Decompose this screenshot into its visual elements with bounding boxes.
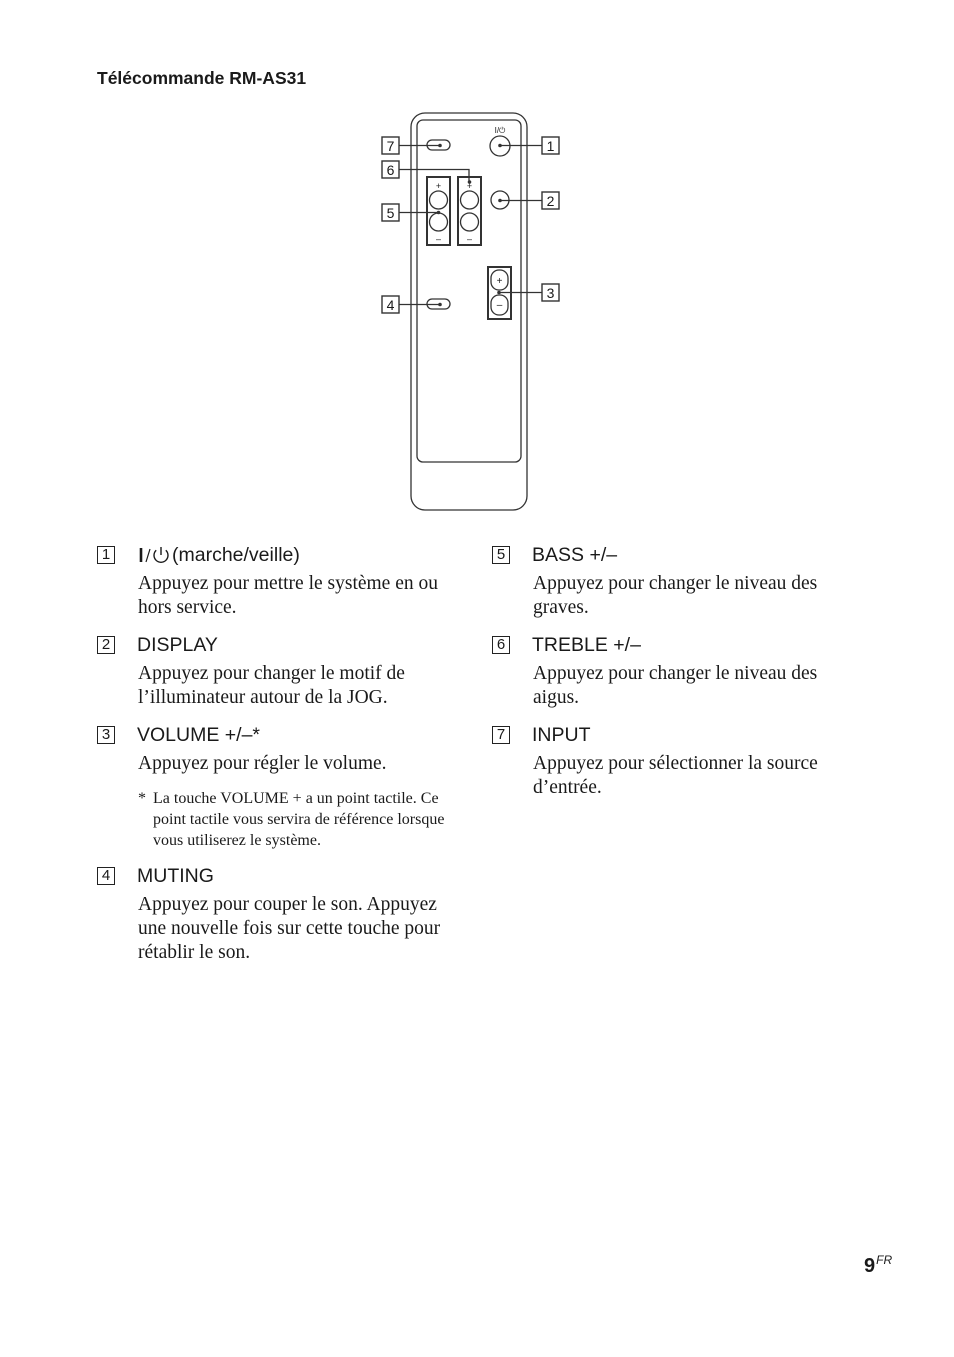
treble-plus-label: +: [466, 181, 473, 191]
item-description: Appuyez pour sélectionner la source d’entrée.: [533, 753, 818, 798]
item-description: Appuyez pour changer le niveau des graves.: [533, 573, 818, 618]
callout-label-1: 1: [546, 138, 555, 154]
item-bass: [492, 540, 862, 620]
callout-label-2: 2: [546, 193, 555, 209]
item-treble: [492, 630, 862, 710]
item-input: [492, 720, 862, 800]
treble-minus-label: –: [466, 234, 473, 244]
item-number-box: 7: [492, 726, 510, 744]
item-volume: [97, 720, 467, 851]
item-title: INPUT: [532, 723, 591, 746]
item-title: TREBLE +/–: [532, 633, 641, 656]
footnote-text: La touche VOLUME + a un point tactile. Ce point tactile vous servira de référence lorsque vous utiliserez le système.: [153, 790, 445, 849]
item-title: (marche/veille): [172, 543, 300, 566]
callout-label-4: 4: [386, 297, 395, 313]
bass-minus-label: –: [435, 234, 442, 244]
item-description: Appuyez pour changer le motif de l’illuminateur autour de la JOG.: [138, 663, 405, 708]
item-title: DISPLAY: [137, 633, 218, 656]
volume-plus-label: +: [496, 276, 503, 287]
power-symbol-label: I/⏻: [494, 126, 506, 135]
page-language: FR: [876, 1253, 893, 1267]
power-standby-icon: [137, 545, 171, 565]
item-description: Appuyez pour mettre le système en ou hors service.: [138, 573, 438, 618]
item-number-box: 2: [97, 636, 115, 654]
item-title: VOLUME +/–*: [137, 723, 261, 746]
items-column-left: [97, 540, 467, 975]
item-footnote: [138, 788, 467, 851]
page-number-value: 9: [864, 1255, 876, 1277]
item-title: MUTING: [137, 864, 214, 887]
item-display: [97, 630, 467, 710]
item-number-box: 1: [97, 546, 115, 564]
bass-plus-label: +: [435, 181, 442, 191]
section-title: Télécommande RM-AS31: [97, 68, 307, 88]
page-number: [864, 1253, 892, 1278]
callout-label-7: 7: [386, 138, 395, 154]
item-title: BASS +/–: [532, 543, 618, 566]
item-power: [97, 540, 467, 620]
item-description: Appuyez pour changer le niveau des aigus.: [533, 663, 818, 708]
volume-minus-label: –: [496, 300, 503, 311]
callout-label-3: 3: [546, 285, 555, 301]
item-description: Appuyez pour couper le son. Appuyez une nouvelle fois sur cette touche pour rétablir le son.: [138, 894, 441, 963]
item-muting: [97, 861, 467, 965]
item-number-box: 4: [97, 867, 115, 885]
item-description: Appuyez pour régler le volume.: [138, 753, 387, 774]
item-number-box: 6: [492, 636, 510, 654]
items-column-right: [492, 540, 862, 810]
callout-label-5: 5: [386, 205, 395, 221]
item-number-box: 3: [97, 726, 115, 744]
callout-label-6: 6: [386, 162, 395, 178]
footnote-marker: *: [138, 790, 146, 807]
remote-control-diagram: [370, 110, 570, 515]
item-number-box: 5: [492, 546, 510, 564]
